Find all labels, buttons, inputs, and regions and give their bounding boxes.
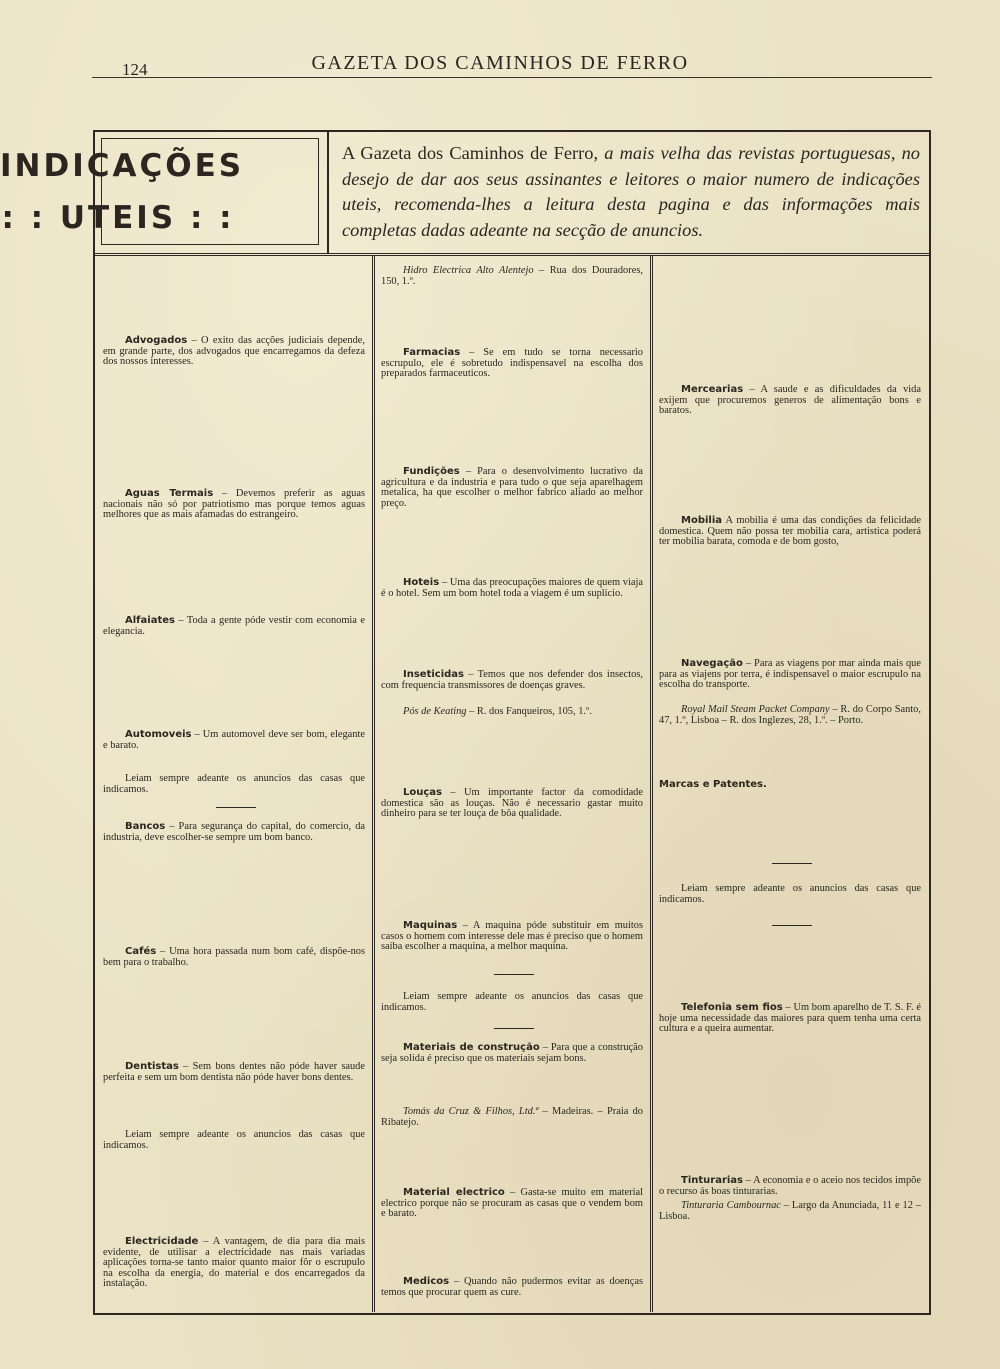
entry-heading: Electricidade	[125, 1236, 199, 1247]
entry-text: – Quando não pudermos evitar as doenças temos que procurar quem as cure.	[381, 1276, 643, 1298]
entry-tinturaria-cambournac	[659, 1201, 921, 1222]
entry-text: – A vantagem, de dia para dia mais evidente, de utilisar a electricidade nas mais variadas aplicações torna-se tanto maior quanto maior fôr o escrupulo na escolha da energia, do material e dos encarregados da instalação.	[103, 1236, 365, 1290]
entry-heading: Alfaiates	[125, 615, 175, 626]
entry-text: Leiam sempre adeante os anuncios das casas que indicamos.	[103, 1129, 365, 1151]
heading-line-1: INDICAÇÕES	[0, 148, 245, 184]
entry-heading: Maquinas	[403, 920, 458, 931]
entry-heading: Cafés	[125, 946, 157, 957]
entry-text: – Para as viagens por mar ainda mais que para as viajens por terra, é indispensavel o maior escrupulo na escolha do transporte.	[659, 658, 921, 691]
entry-automoveis	[103, 730, 365, 751]
entry-advogados	[103, 336, 365, 368]
entry-heading: Tinturarias	[681, 1175, 744, 1186]
entry-heading: Advogados	[125, 335, 188, 346]
entry-fundicoes	[381, 467, 643, 509]
entry-leiam-1	[103, 774, 365, 795]
entry-company: Royal Mail Steam Packet Company	[681, 704, 830, 715]
entry-text: Leiam sempre adeante os anuncios das casas que indicamos.	[103, 773, 365, 795]
intro-text	[342, 141, 920, 243]
entry-company: Hidro Electrica Alto Alentejo	[403, 265, 534, 276]
entry-text: – Devemos preferir as aguas nacionais não só por patriotismo mas porque temos aguas melhores que as mais afamadas do estrangeiro.	[103, 488, 366, 521]
entry-text: – Um importante factor da comodidade domestica são as louças. Não é necessario gastar muito dinheiro para se ter louça de bôa qualidade.	[381, 787, 643, 820]
entry-hoteis	[381, 578, 643, 599]
entry-heading: Materiais de construção	[403, 1042, 540, 1053]
entry-heading: Louças	[403, 787, 442, 798]
column-divider-2	[650, 256, 653, 1312]
entry-dentistas	[103, 1062, 365, 1083]
entry-heading: Telefonia sem fios	[681, 1002, 783, 1013]
entry-medicos	[381, 1277, 643, 1298]
entry-heading: Navegação	[681, 658, 743, 669]
entry-text: – Para segurança do capital, do comercio, da industria, deve escolher-se sempre um bom banco.	[103, 821, 365, 843]
entry-electricidade	[103, 1237, 365, 1290]
entry-tomas-cruz	[381, 1107, 643, 1128]
entry-mobilia	[659, 516, 921, 548]
separator-dash	[772, 863, 812, 864]
entry-marcas-patentes	[659, 780, 921, 791]
separator-dash	[494, 1028, 534, 1029]
column-2	[381, 256, 643, 1312]
entry-text: – Uma das preocupações maiores de quem viaja é o hotel. Sem um bom hotel toda a viagem é um suplicio.	[381, 577, 643, 599]
entry-inseticidas	[381, 670, 643, 691]
entry-text: – Uma hora passada num bom café, dispõe-nos bem para o trabalho.	[103, 946, 365, 968]
separator-dash	[494, 974, 534, 975]
entry-farmacias	[381, 348, 643, 380]
entry-pos-keating	[381, 707, 643, 718]
entry-navegacao	[659, 659, 921, 691]
entry-tinturarias	[659, 1176, 921, 1197]
entry-heading: Farmacias	[403, 347, 461, 358]
intro-body: a mais velha das revistas portuguesas, no desejo de dar aos seus assinantes e leitores o maior numero de indicações uteis, recomenda-lhes a leitura desta pagina e das informações mais completas dadas adeante na secção de anuncios.	[342, 143, 920, 240]
entry-heading: Material electrico	[403, 1187, 505, 1198]
entry-text: – Se em tudo se torna necessario escrupulo, ele é sobretudo indispensavel na escolha dos preparados farmaceuticos.	[381, 347, 643, 380]
entry-royal-mail	[659, 705, 921, 726]
entry-text: – A saude e as dificuldades da vida exijem que procuremos generos de alimentação bons e baratos.	[659, 384, 921, 417]
entry-text: Leiam sempre adeante os anuncios das casas que indicamos.	[381, 991, 643, 1013]
entry-text: – Para que a construção seja solida é preciso que os materiais sejam bons.	[381, 1042, 643, 1064]
entry-text: – A economia e o aceio nos tecidos impõe o recurso ás boas tinturarias.	[659, 1175, 921, 1197]
entry-heading: Mercearias	[681, 384, 744, 395]
entry-company: Tomás da Cruz & Filhos, Ltd.ª	[403, 1106, 539, 1117]
entry-text: – Largo da Anunciada, 11 e 12 – Lisboa.	[659, 1200, 922, 1222]
entry-leiam-3	[381, 992, 643, 1013]
entry-text: – A maquina póde substituir em muitos casos o homem com interesse dele mas é preciso que o homem saiba escolher a maquina, a melhor maquina.	[381, 920, 643, 953]
entry-heading: Fundições	[403, 466, 460, 477]
running-title: GAZETA DOS CAMINHOS DE FERRO	[311, 52, 689, 74]
entry-mercearias	[659, 385, 921, 417]
entry-bancos	[103, 822, 365, 843]
separator-dash	[216, 807, 256, 808]
entry-heading: Aguas Termais	[125, 488, 214, 499]
entry-text: – Um bom aparelho de T. S. F. é hoje uma necessidade das maiores para quem tenha uma certa cultura e a queira aumentar.	[659, 1002, 921, 1035]
column-1	[103, 256, 365, 1312]
separator-dash	[772, 925, 812, 926]
page-number: 124	[122, 60, 148, 79]
entry-heading: Dentistas	[125, 1061, 179, 1072]
entry-heading: Marcas e Patentes.	[659, 779, 767, 790]
entry-leiam-2	[103, 1130, 365, 1151]
entry-text: – Para o desenvolvimento lucrativo da agricultura e da industria e para tudo o que seja aparelhagem metalica, ha que escolher o melhor fabrico aliado ao melhor preço.	[381, 466, 643, 509]
entry-heading: Automoveis	[125, 729, 192, 740]
entry-loucas	[381, 788, 643, 820]
entry-telefonia	[659, 1003, 921, 1035]
entry-text: Leiam sempre adeante os anuncios das casas que indicamos.	[659, 883, 921, 905]
column-divider-1	[372, 256, 375, 1312]
entry-text: – Gasta-se muito em material electrico porque não se procuram as casas que o vendem bom e barato.	[381, 1187, 644, 1220]
entry-maquinas	[381, 921, 643, 953]
column-3	[659, 256, 921, 1312]
entry-materiais	[381, 1043, 643, 1064]
entry-aguas-termais	[103, 489, 365, 521]
entry-text: – Sem bons dentes não póde haver saude perfeita e sem um bom dentista não póde haver bons dentes.	[103, 1061, 365, 1083]
heading-line-2: : : UTEIS : :	[1, 200, 235, 236]
entry-hidro-electrica	[381, 266, 643, 287]
entry-heading: Medicos	[403, 1276, 450, 1287]
intro-lead: A Gazeta dos Caminhos de Ferro,	[342, 143, 599, 163]
entry-text: – Um automovel deve ser bom, elegante e barato.	[103, 729, 365, 751]
entry-text: A mobilia é uma das condições da felicidade domestica. Quem não possa ter mobilia cara, artistica poderá ter mobilia barata, comoda e de bom gosto,	[659, 515, 921, 548]
entry-heading: Mobilia	[681, 515, 723, 526]
entry-text: – Toda a gente póde vestir com economia e elegancia.	[103, 615, 365, 637]
entry-company: Tinturaria Cambournac	[681, 1200, 781, 1211]
entry-leiam-4	[659, 884, 921, 905]
entry-heading: Inseticidas	[403, 669, 464, 680]
entry-text: – Rua dos Douradores, 150, 1.º.	[381, 265, 643, 287]
entry-text: – R. dos Fanqueiros, 105, 1.º.	[466, 706, 592, 717]
entry-alfaiates	[103, 616, 365, 637]
entry-text: – Temos que nos defender dos insectos, com frequencia transmissores de doenças graves.	[381, 669, 643, 691]
entry-material-electrico	[381, 1188, 643, 1220]
entry-heading: Bancos	[125, 821, 166, 832]
header-rule	[92, 77, 932, 78]
entry-company: Pós de Keating	[403, 706, 467, 717]
entry-text: – O exito das acções judiciais depende, em grande parte, dos advogados que encarregamos da defeza dos nossos interesses.	[103, 335, 365, 368]
entry-text: – R. do Corpo Santo, 47, 1.º, Lisboa – R. dos Inglezes, 28, 1.º. – Porto.	[659, 704, 921, 726]
entry-heading: Hoteis	[403, 577, 440, 588]
entry-cafes	[103, 947, 365, 968]
entry-text: – Madeiras. – Praia do Ribatejo.	[381, 1106, 643, 1128]
